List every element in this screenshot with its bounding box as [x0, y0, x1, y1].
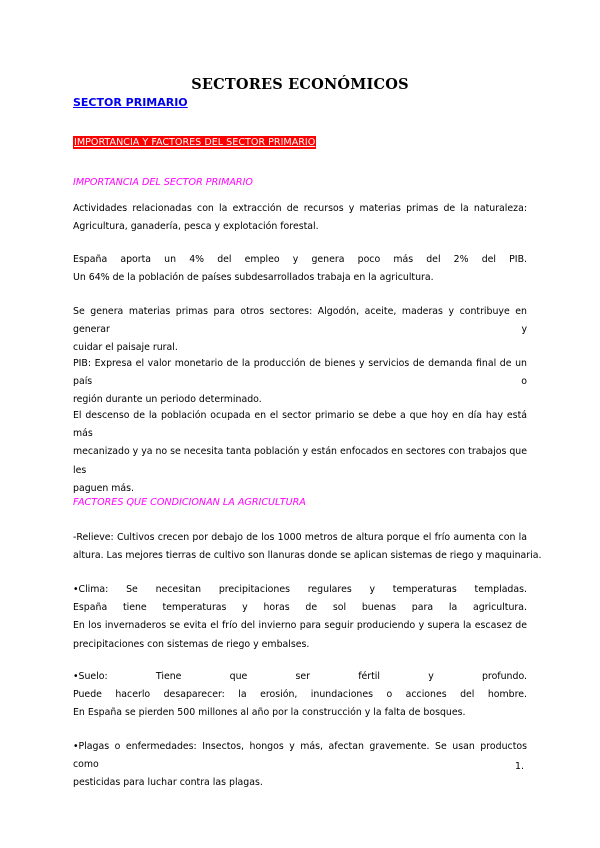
paragraph-definicion [73, 200, 527, 236]
paragraph-line: precipitaciones con sistemas de riego y embalses. [73, 638, 310, 650]
paragraph-line: •Plagas o enfermedades: Insectos, hongos y más, afectan gravemente. Se usan productos como [73, 741, 527, 771]
paragraph-line: -Relieve: Cultivos crecen por debajo de los 1000 metros de altura porque el frío aumenta con la [73, 532, 527, 543]
paragraph-line: Un 64% de la población de países subdesarrollados trabaja en la agricultura. [73, 272, 434, 284]
paragraph-line: pesticidas para luchar contra las plagas. [73, 777, 263, 789]
paragraph-empleo [73, 251, 527, 287]
section-header: IMPORTANCIA Y FACTORES DEL SECTOR PRIMARIO [74, 137, 316, 148]
paragraph-line: PIB: Expresa el valor monetario de la producción de bienes y servicios de demanda final de un país o [73, 358, 527, 388]
paragraph-line: paguen más. [73, 482, 135, 494]
paragraph-line: Puede hacerlo desaparecer: la erosión, inundaciones o acciones del hombre. [73, 689, 527, 701]
paragraph-relieve [73, 529, 542, 565]
paragraph-line: El descenso de la población ocupada en el sector primario se debe a que hoy en día hay está más [73, 410, 527, 440]
paragraph-line: región durante un periodo determinado. [73, 394, 262, 406]
sector-heading: SECTOR PRIMARIO [73, 96, 188, 109]
paragraph-line: Actividades relacionadas con la extracción de recursos y materias primas de la naturaleza: [73, 203, 527, 214]
paragraph-clima [73, 581, 527, 654]
paragraph-line: mecanizado y ya no se necesita tanta población y están enfocados en sectores con trabajos que les [73, 446, 528, 476]
paragraph-line: Agricultura, ganadería, pesca y explotación forestal. [73, 221, 319, 233]
subheading-importancia: IMPORTANCIA DEL SECTOR PRIMARIO [73, 177, 253, 188]
paragraph-line: cuidar el paisaje rural. [73, 342, 178, 354]
paragraph-line: España aporta un 4% del empleo y genera poco más del 2% del PIB. [73, 254, 527, 265]
paragraph-line: España tiene temperaturas y horas de sol buenas para la agricultura. [73, 602, 527, 614]
paragraph-materias [73, 303, 527, 358]
paragraph-suelo [73, 668, 527, 723]
paragraph-descenso [73, 407, 527, 498]
paragraph-line: En los invernaderos se evita el frío del invierno para seguir produciendo y supera la escasez de [73, 620, 527, 632]
paragraph-line: En España se pierden 500 millones al año por la construcción y la falta de bosques. [73, 707, 466, 719]
subheading-factores: FACTORES QUE CONDICIONAN LA AGRICULTURA [73, 497, 306, 508]
page-title: SECTORES ECONÓMICOS [191, 76, 409, 93]
paragraph-line: altura. Las mejores tierras de cultivo son llanuras donde se aplican sistemas de riego y maquinaria. [73, 550, 542, 562]
paragraph-pib [73, 355, 527, 410]
paragraph-plagas [73, 738, 527, 793]
paragraph-line: Se genera materias primas para otros sectores: Algodón, aceite, maderas y contribuye en generar y [73, 306, 527, 336]
page-number: 1. [515, 761, 524, 772]
paragraph-line: •Clima: Se necesitan precipitaciones regulares y temperaturas templadas. [73, 584, 527, 595]
paragraph-line: •Suelo: Tiene que ser fértil y profundo. [73, 671, 527, 682]
